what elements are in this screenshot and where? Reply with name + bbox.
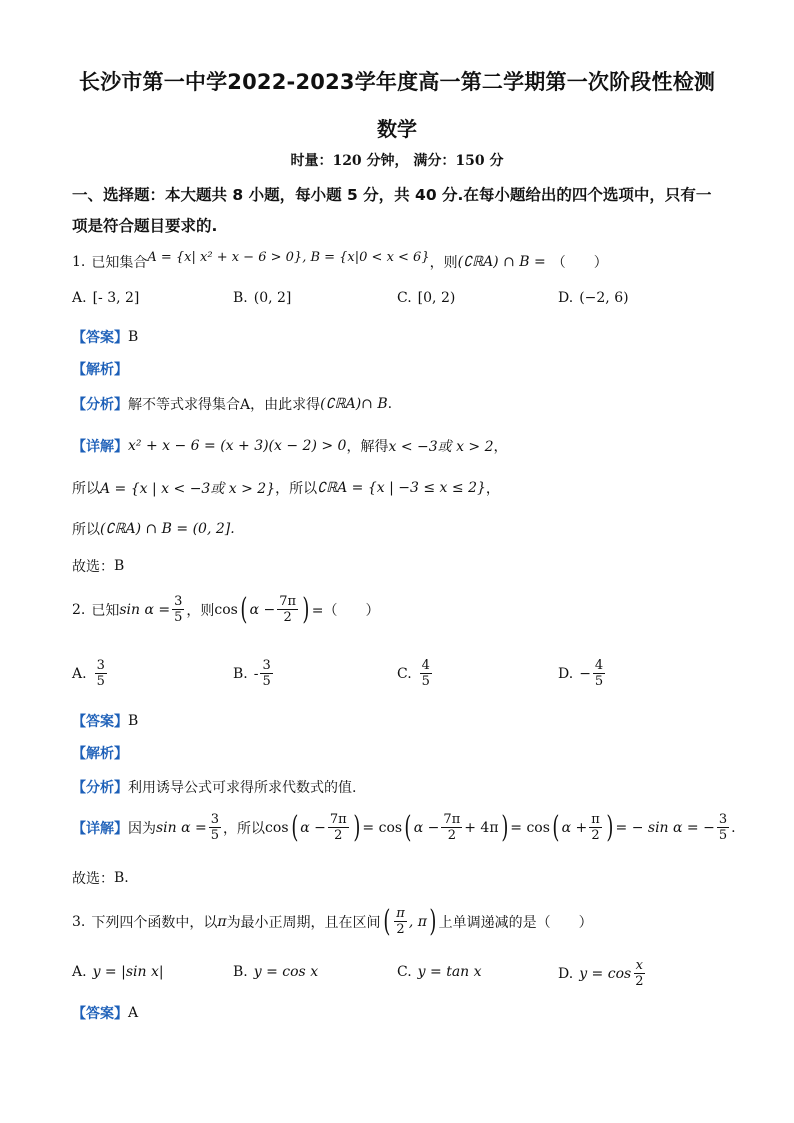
question-text: 为最小正周期，且在区间 — [226, 914, 381, 931]
question-number: 3. — [72, 913, 86, 930]
fenxi-line — [72, 777, 356, 797]
option-b — [233, 290, 291, 306]
option-label: B. — [233, 964, 248, 980]
answer-line — [72, 1003, 138, 1023]
fenxi-text: 解不等式求得集合A，由此求得 — [128, 397, 321, 413]
option-c — [397, 964, 482, 980]
option-a — [72, 290, 139, 306]
choose-value: B. — [114, 870, 129, 886]
question-text: 上单调递减的是（ ） — [438, 914, 593, 931]
math-expr: α − — [249, 601, 276, 618]
math-expr: cos — [214, 601, 238, 618]
option-label: A. — [72, 290, 87, 306]
option-value: (0, 2] — [253, 290, 292, 306]
math-expr: ∁ℝA = {x | −3 ≤ x ≤ 2} — [317, 480, 486, 496]
option-label: D. — [558, 965, 574, 982]
detail-text: 因为 — [128, 820, 156, 837]
option-label: C. — [397, 290, 412, 306]
question-3-stem: 3. 下列四个函数中，以 π 为最小正周期，且在区间 ( $\frac{\pi}{2}$ , π ) 上单调递减的是（ ） — [72, 903, 593, 939]
option-label: A. — [72, 665, 87, 682]
fraction: $\frac{3}{5}$ — [174, 594, 183, 625]
subject-title: 数学 — [377, 117, 417, 141]
answer-line — [72, 327, 138, 347]
question-number: 2. — [72, 601, 86, 618]
choose-line — [72, 556, 124, 576]
analysis-line — [72, 743, 128, 763]
option-d: D. − $\frac{4}{5}$ — [558, 658, 604, 689]
question-number: 1. — [72, 254, 86, 270]
option-label: A. — [72, 964, 87, 980]
option-value: [0, 2) — [417, 290, 456, 306]
answer-value: B — [128, 329, 139, 345]
math-expr: sin α = — [119, 601, 171, 618]
option-c — [397, 290, 455, 306]
answer-value: A — [128, 1005, 139, 1021]
detail-text: ，所以 — [223, 820, 266, 837]
option-value: [- 3, 2] — [92, 290, 140, 306]
option-a: A. $\frac{3}{5}$ — [72, 658, 105, 689]
option-b — [233, 964, 318, 980]
answer-tag: 【答案】 — [72, 1006, 128, 1022]
math-expr: A = {x | x < −3或 x > 2} — [100, 481, 276, 497]
option-d: D. y = cos $\frac{x}{2}$ — [558, 958, 644, 989]
option-a — [72, 964, 164, 980]
detail-line-3 — [72, 519, 235, 539]
document-title: 长沙市第一中学2022-2023学年度高一第二学期第一次阶段性检测 — [78, 70, 716, 94]
detail-text: 所以 — [72, 481, 100, 497]
detail-tag: 【详解】 — [72, 820, 128, 837]
option-c: C. $\frac{4}{5}$ — [397, 658, 430, 689]
option-label: B. — [233, 665, 248, 682]
section-heading: 一、选择题：本大题共 8 小题，每小题 5 分，共 40 分.在每小题给出的四个选项中，只有一项是符合题目要求的. — [72, 186, 712, 235]
option-d — [558, 290, 629, 306]
question-text: 已知集合 — [91, 255, 148, 271]
math-expr: (∁ℝA) ∩ B = — [457, 254, 546, 270]
option-label: C. — [397, 964, 412, 980]
question-text: 下列四个函数中，以 — [91, 914, 218, 931]
choose-line — [72, 868, 129, 888]
analysis-tag: 【解析】 — [72, 362, 128, 378]
detail-text: ，解得 — [346, 439, 389, 455]
fenxi-line: 【分析】 解不等式求得集合A，由此求得 (∁ℝA)∩ B . — [72, 396, 393, 413]
option-label: D. — [558, 665, 574, 682]
answer-blank: =（ ） — [311, 602, 380, 619]
math-expr: π — [217, 913, 227, 930]
answer-value: B — [128, 713, 139, 729]
analysis-tag: 【解析】 — [72, 746, 128, 762]
answer-line — [72, 711, 138, 731]
math-expr: (∁ℝA)∩ B — [320, 396, 388, 412]
math-expr: (∁ℝA) ∩ B = (0, 2]. — [100, 521, 235, 537]
detail-tag: 【详解】 — [72, 439, 128, 455]
choose-value: B — [114, 558, 125, 574]
question-text: 已知 — [91, 602, 120, 619]
set-a: A = {x| x² + x − 6 > 0} — [147, 249, 303, 265]
option-value: y = cos — [579, 965, 632, 982]
option-value: (−2, 6) — [579, 290, 629, 306]
question-1-stem — [72, 249, 608, 272]
option-value: y = cos x — [253, 964, 319, 980]
math-expr: x < −3或 x > 2 — [388, 439, 494, 455]
option-b: B. - $\frac{3}{5}$ — [233, 658, 271, 689]
option-label: B. — [233, 290, 248, 306]
detail-line: 【详解】 因为 sin α = $\frac{3}{5}$ ，所以 cos ( α − $\frac{7\pi}{2}$ ) = cos ( α − $\frac{7\pi}{2}$ + 4π ) = cos ( α + $\frac{\pi}{2}$ ) = − sin α = − $\frac{3}{5}$ . — [72, 809, 736, 845]
option-label: C. — [397, 665, 412, 682]
fenxi-tag: 【分析】 — [72, 397, 128, 413]
fraction: $\frac{7\pi}{2}$ — [279, 594, 297, 625]
option-value: y = |sin x| — [92, 964, 164, 980]
detail-text: 所以 — [72, 522, 100, 538]
choose-label: 故选： — [72, 871, 114, 887]
question-text: ，则 — [429, 255, 458, 271]
question-2-stem: 2. 已知 sin α = $\frac{3}{5}$ ，则 cos ( α − $\frac{7\pi}{2}$ ) =（ ） — [72, 591, 380, 627]
exam-meta: 时量：120 分钟， 满分：150 分 — [290, 153, 504, 169]
answer-tag: 【答案】 — [72, 714, 128, 730]
math-expr: x² + x − 6 = (x + 3)(x − 2) > 0 — [128, 438, 347, 454]
question-text: ，则 — [186, 602, 215, 619]
detail-line-2: 所以 A = {x | x < −3或 x > 2} ，所以 ∁ℝA = {x | −3 ≤ x ≤ 2} ， — [72, 480, 500, 497]
detail-line-1: 【详解】 x² + x − 6 = (x + 3)(x − 2) > 0 ，解得 x < −3或 x > 2 ， — [72, 438, 508, 455]
detail-text: ，所以 — [275, 481, 318, 497]
answer-tag: 【答案】 — [72, 330, 128, 346]
fenxi-tag: 【分析】 — [72, 780, 128, 796]
set-b: , B = {x|0 < x < 6} — [302, 249, 430, 265]
option-value: y = tan x — [417, 964, 482, 980]
option-label: D. — [558, 290, 574, 306]
choose-label: 故选： — [72, 559, 114, 575]
analysis-line — [72, 359, 128, 379]
fenxi-text: 利用诱导公式可求得所求代数式的值. — [128, 780, 357, 796]
answer-blank: （ ） — [551, 255, 608, 271]
